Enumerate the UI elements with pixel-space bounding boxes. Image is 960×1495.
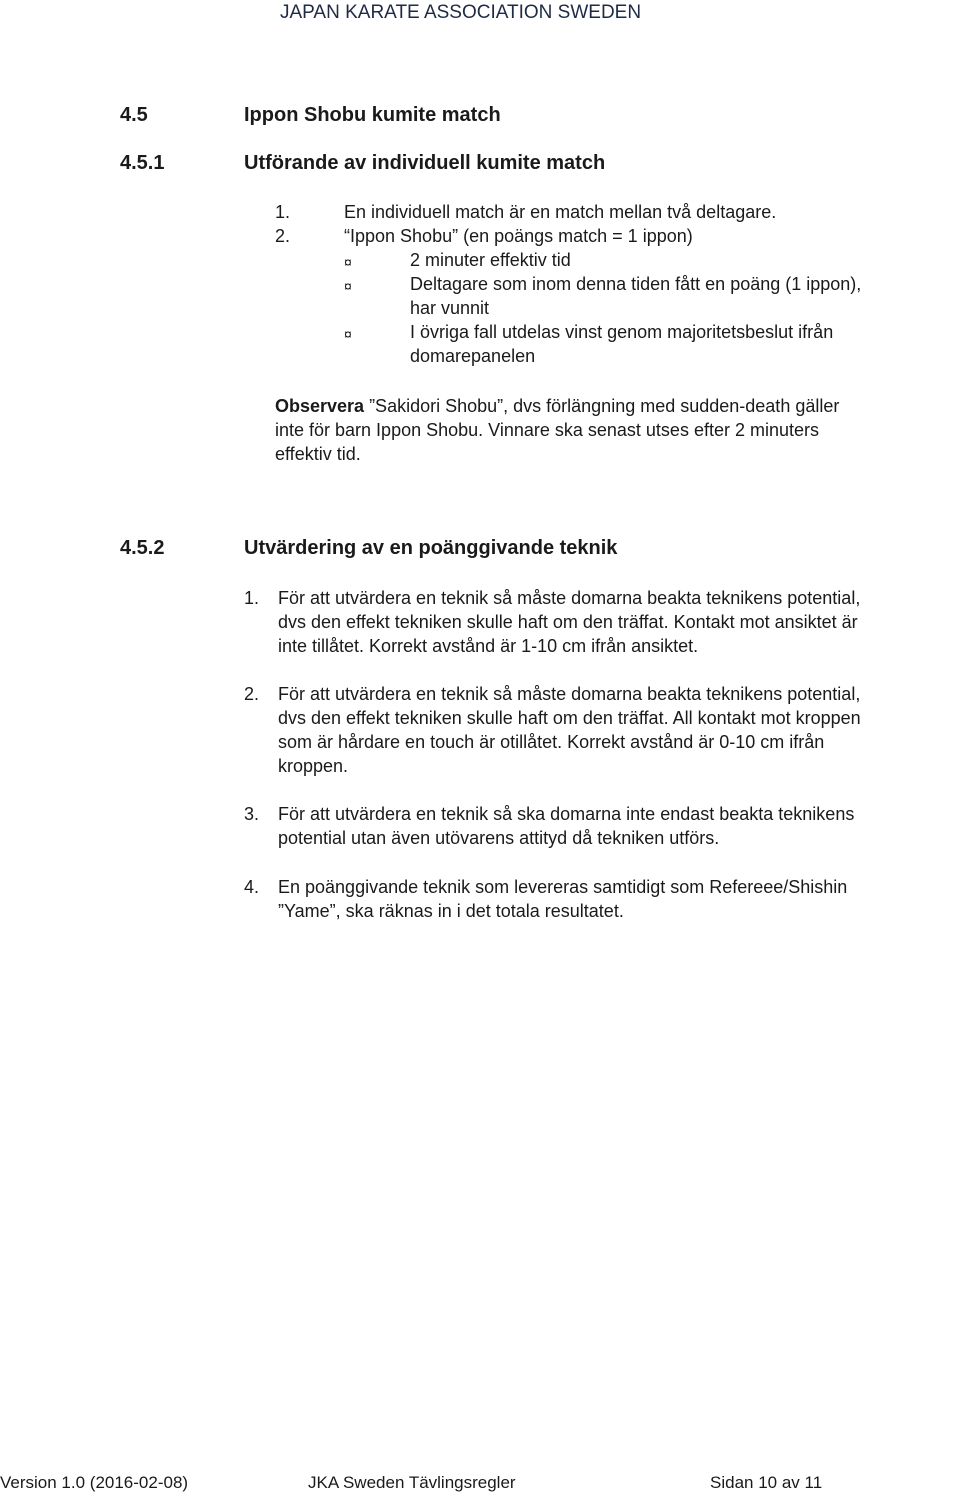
bullet-text: I övriga fall utdelas vinst genom majoritetsbeslut ifrån	[410, 322, 834, 342]
footer-page-number: Sidan 10 av 11	[710, 1473, 823, 1492]
list-item-text: som är hårdare en touch är otillåtet. Korrekt avstånd är 0-10 cm ifrån	[278, 732, 825, 752]
note-line	[275, 394, 839, 418]
subsection-title: Utvärdering av en poänggivande teknik	[244, 537, 618, 559]
note-label: Observera	[275, 396, 365, 416]
bullet-text: har vunnit	[410, 298, 490, 318]
note-line: effektiv tid.	[275, 444, 361, 464]
list-item-text: inte tillåtet. Korrekt avstånd är 1-10 cm ifrån ansiktet.	[278, 636, 699, 656]
list-item-text: För att utvärdera en teknik så måste domarna beakta teknikens potential,	[278, 684, 861, 704]
note-text: ”Sakidori Shobu”, dvs förlängning med sudden-death gäller	[364, 396, 840, 416]
list-item-text: potential utan även utövarens attityd då tekniken utförs.	[278, 828, 720, 848]
list-item-number: 2.	[275, 226, 291, 246]
list-item-text: “Ippon Shobu” (en poängs match = 1 ippon)	[344, 226, 693, 246]
list-item-text: ”Yame”, ska räknas in i det totala resultatet.	[278, 901, 624, 921]
list-item-text: dvs den effekt tekniken skulle haft om den träffat. All kontakt mot kroppen	[278, 708, 861, 728]
list-item-text: En individuell match är en match mellan två deltagare.	[344, 202, 777, 222]
list-item-number: 3.	[244, 804, 260, 824]
bullet-text: Deltagare som inom denna tiden fått en poäng (1 ippon),	[410, 274, 862, 294]
subsection-title: Utförande av individuell kumite match	[244, 152, 606, 174]
bullet-text: 2 minuter effektiv tid	[410, 250, 571, 270]
note-line: inte för barn Ippon Shobu. Vinnare ska senast utses efter 2 minuters	[275, 420, 819, 440]
list-item-text: För att utvärdera en teknik så måste domarna beakta teknikens potential,	[278, 588, 861, 608]
bullet-marker: ¤	[344, 326, 352, 342]
list-item-number: 1.	[244, 588, 260, 608]
subsection-number: 4.5.2	[120, 537, 165, 559]
footer-title: JKA Sweden Tävlingsregler	[308, 1473, 516, 1492]
section-title: Ippon Shobu kumite match	[244, 104, 501, 126]
list-item-text: dvs den effekt tekniken skulle haft om den träffat. Kontakt mot ansiktet är	[278, 612, 858, 632]
list-item-number: 1.	[275, 202, 291, 222]
list-item-text: För att utvärdera en teknik så ska domarna inte endast beakta teknikens	[278, 804, 855, 824]
list-item-text: En poänggivande teknik som levereras samtidigt som Refereee/Shishin	[278, 877, 848, 897]
bullet-marker: ¤	[344, 254, 352, 270]
page-header: JAPAN KARATE ASSOCIATION SWEDEN	[280, 2, 642, 23]
list-item-number: 4.	[244, 877, 260, 897]
bullet-text: domarepanelen	[410, 346, 536, 366]
list-item-text: kroppen.	[278, 756, 349, 776]
bullet-marker: ¤	[344, 278, 352, 294]
footer-version: Version 1.0 (2016-02-08)	[0, 1473, 189, 1492]
list-item-number: 2.	[244, 684, 260, 704]
subsection-number: 4.5.1	[120, 152, 165, 174]
section-number: 4.5	[120, 104, 148, 126]
